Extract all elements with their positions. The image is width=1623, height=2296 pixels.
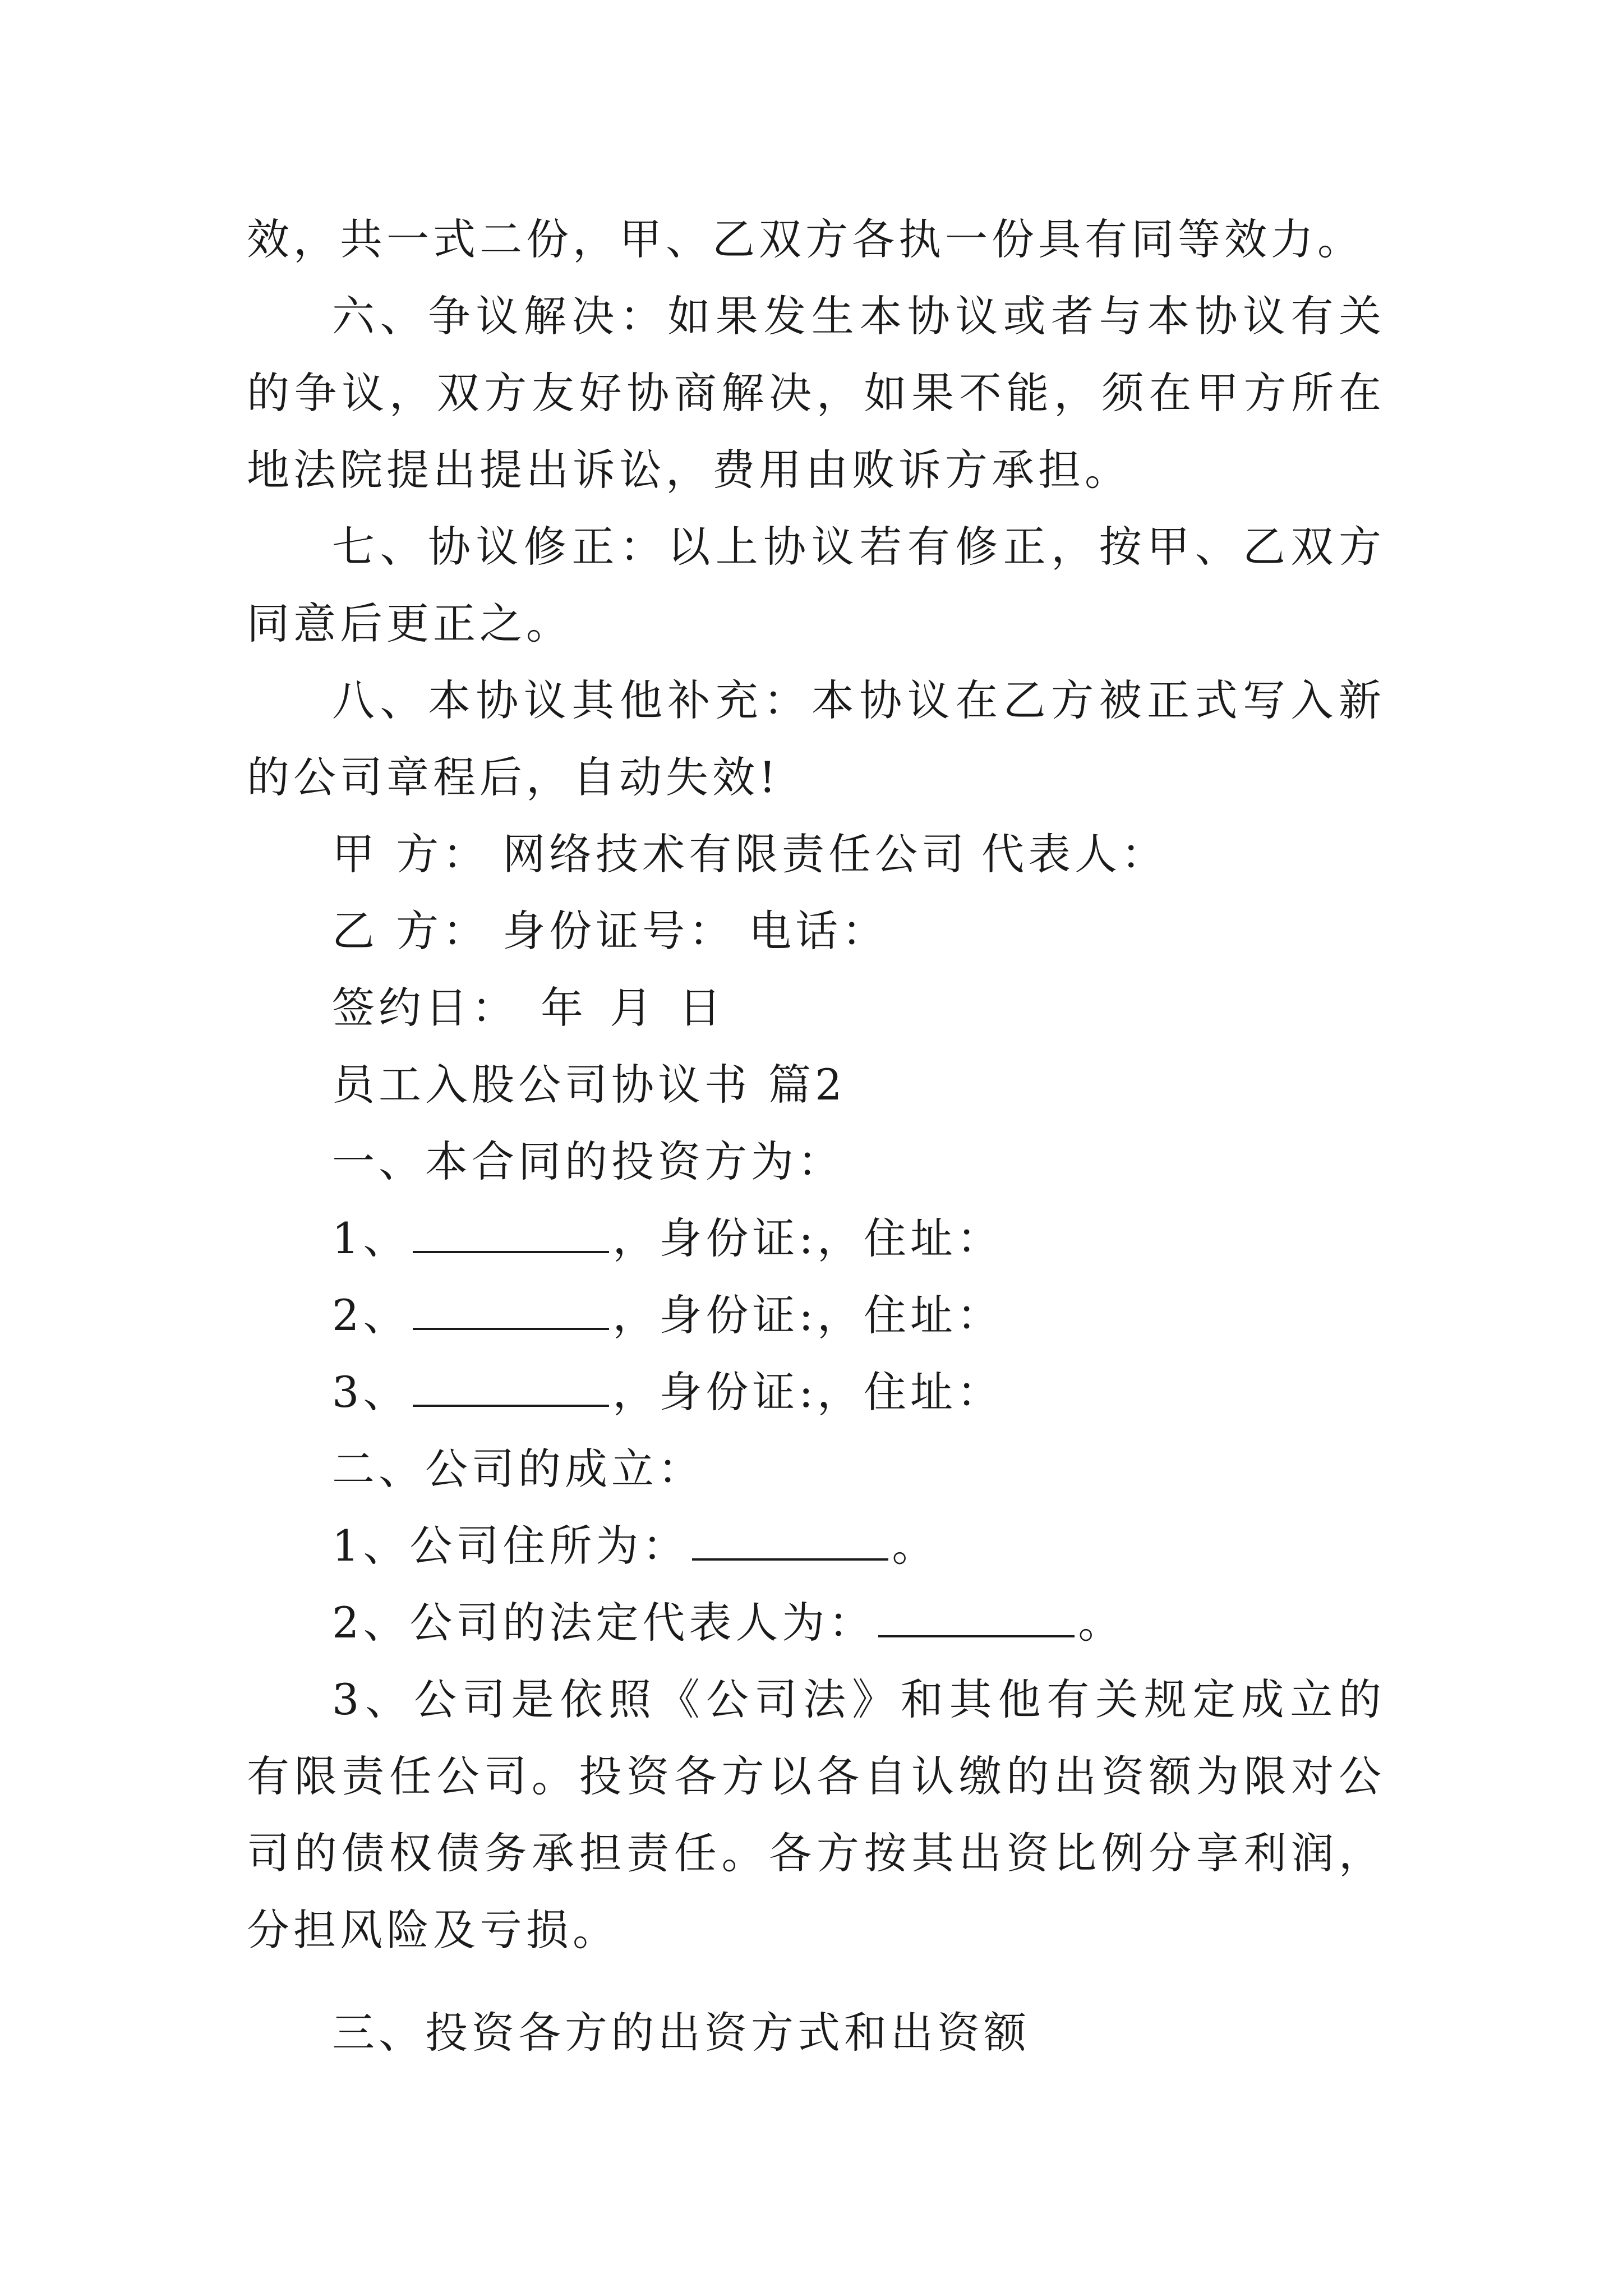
investor-details: ，身份证:，住址： (612, 1290, 1003, 1340)
sign-date-line (247, 969, 1385, 1046)
fill-in-blank (413, 1215, 609, 1253)
company-address-label: 1、公司住所为： (332, 1521, 689, 1571)
section-2-title: 员工入股公司协议书 篇2 (332, 1060, 846, 1110)
party-b-label: 乙 方： (332, 906, 490, 956)
party-b-phone-label: 电话： (749, 906, 889, 956)
sign-date-day: 日 (679, 983, 725, 1033)
establishment-heading: 二、公司的成立： (332, 1444, 704, 1494)
investor-line-1 (247, 1200, 1385, 1277)
investors-heading: 一、本合同的投资方为： (332, 1137, 844, 1186)
fill-in-blank (413, 1292, 609, 1330)
sign-date-label: 签约日： (332, 983, 518, 1033)
paragraph-dispute-resolution: 六、争议解决：如果发生本协议或者与本协议有关的争议，双方友好协商解决，如果不能，须在甲方所在地法院提出提出诉讼，费用由败诉方承担。 (247, 291, 1385, 495)
paragraph-amendment: 七、协议修正：以上协议若有修正，按甲、乙双方同意后更正之。 (247, 522, 1385, 648)
investor-number: 1、 (332, 1213, 410, 1263)
company-address-line (247, 1507, 1385, 1584)
paragraph-intro: 效，共一式二份，甲、乙双方各执一份具有同等效力。 (247, 214, 1364, 264)
investor-number: 3、 (332, 1367, 410, 1417)
investor-details: ，身份证:，住址： (612, 1213, 1003, 1263)
party-a-line (247, 816, 1385, 892)
party-a-representative-label: 代表人： (981, 829, 1168, 879)
sentence-end: 。 (892, 1521, 939, 1571)
investor-line-3 (247, 1354, 1385, 1430)
party-a-label: 甲 方： (332, 829, 490, 879)
contribution-heading: 三、投资各方的出资方式和出资额 (332, 2008, 1030, 2058)
paragraph-supplement: 八、本协议其他补充：本协议在乙方被正式写入新的公司章程后，自动失效! (247, 675, 1385, 802)
paragraph-company-liability: 3、公司是依照《公司法》和其他有关规定成立的有限责任公司。投资各方以各自认缴的出资额为限对公司的债权债务承担责任。各方按其出资比例分享利润，分担风险及亏损。 (247, 1674, 1385, 1955)
legal-representative-line (247, 1584, 1385, 1661)
document-body (247, 201, 1385, 2071)
sentence-end: 。 (1078, 1598, 1125, 1648)
fill-in-blank (692, 1522, 888, 1561)
sign-date-year: 年 (541, 983, 587, 1033)
investor-line-2 (247, 1277, 1385, 1354)
party-b-id-label: 身份证号： (502, 906, 736, 956)
party-a-company: 网络技术有限责任公司 (502, 829, 969, 879)
fill-in-blank (878, 1599, 1075, 1637)
legal-representative-label: 2、公司的法定代表人为： (332, 1598, 875, 1648)
sign-date-month: 月 (610, 983, 656, 1033)
investor-number: 2、 (332, 1290, 410, 1340)
party-b-line (247, 892, 1385, 969)
fill-in-blank (413, 1369, 609, 1407)
investor-details: ，身份证:，住址： (612, 1367, 1003, 1417)
